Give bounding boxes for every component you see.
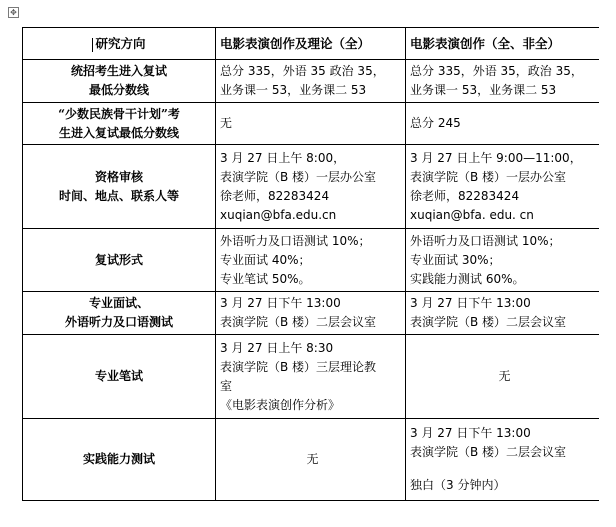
table-header-row (23, 28, 600, 60)
cell-col1 (216, 60, 406, 103)
admission-table (22, 27, 599, 501)
text-cursor (92, 38, 93, 52)
email-text: xuqian@bfa.edu.cn (220, 207, 337, 222)
cell-line: 业务课一 53，业务课二 53 (220, 83, 367, 97)
cell-col2: 无 (406, 335, 600, 419)
cell-line: 《电影表演创作分析》 (220, 397, 341, 412)
row-label (23, 103, 216, 145)
row-label-line: 生进入复试最低分数线 (58, 125, 179, 140)
cell-line: 业务课一 53，业务课二 53 (410, 83, 557, 97)
cell-line: 3 月 27 日上午 8:30 (220, 340, 334, 355)
cell-line: 专业笔试 50%。 (220, 271, 311, 286)
cell-col2 (406, 60, 600, 103)
cell-line: 3 月 27 日上午 9:00—11:00， (410, 150, 582, 165)
header-cell-direction (23, 28, 216, 60)
cell-col2 (406, 292, 600, 335)
cell-col1: 无 (216, 419, 406, 501)
cell-line: 室 (220, 378, 233, 393)
cell-line: 表演学院（B 楼）一层办公室 (410, 169, 567, 184)
table-row (23, 335, 600, 419)
row-label-line: 资格审核 (94, 169, 143, 184)
cell-line: 总分 335，外语 35 政治 35， (220, 64, 385, 78)
row-label: 专业笔试 (23, 335, 216, 419)
cell-col1 (216, 145, 406, 229)
row-label-line: 最低分数线 (88, 83, 149, 97)
row-label: 复试形式 (23, 229, 216, 292)
email-text: xuqian@bfa. edu. cn (410, 207, 534, 222)
table-row (23, 419, 600, 501)
table-row (23, 60, 600, 103)
cell-line: 外语听力及口语测试 10%； (410, 233, 561, 248)
cell-col1 (216, 229, 406, 292)
table-row (23, 229, 600, 292)
table-row (23, 103, 600, 145)
row-label-line: 专业面试、 (88, 296, 149, 310)
table-row (23, 292, 600, 335)
row-label-line: 时间、地点、联系人等 (58, 188, 179, 203)
cell-line: 3 月 27 日下午 13:00 (220, 296, 341, 310)
cell-col1 (216, 292, 406, 335)
table-move-handle-icon[interactable]: ✥ (8, 7, 19, 18)
row-label (23, 292, 216, 335)
cell-line: 表演学院（B 楼）二层会议室 (410, 445, 567, 459)
cell-line: 专业面试 40%； (220, 252, 311, 267)
cell-line: 专业面试 30%； (410, 252, 501, 267)
row-label: 实践能力测试 (23, 419, 216, 501)
header-cell-col1: 电影表演创作及理论（全） (216, 28, 406, 60)
cell-line: 徐老师，82283424 (220, 188, 330, 203)
cell-line: 表演学院（B 楼）三层理论教 (220, 359, 377, 374)
cell-line: 表演学院（B 楼）二层会议室 (220, 315, 377, 329)
cell-line: 3 月 27 日下午 13:00 (410, 426, 531, 440)
row-label-line: “少数民族骨干计划”考 (58, 106, 180, 121)
cell-line: 总分 335，外语 35，政治 35， (410, 64, 583, 78)
row-label (23, 145, 216, 229)
row-label-line: 外语听力及口语测试 (64, 315, 173, 329)
cell-line: 表演学院（B 楼）二层会议室 (410, 315, 567, 329)
cell-line: 3 月 27 日下午 13:00 (410, 296, 531, 310)
cell-line: 表演学院（B 楼）一层办公室 (220, 169, 377, 184)
cell-col2 (406, 145, 600, 229)
cell-col1: 无 (216, 103, 406, 145)
cell-col2 (406, 419, 600, 501)
blank-line (410, 462, 599, 476)
row-label (23, 60, 216, 103)
header-cell-col2: 电影表演创作（全、非全） (406, 28, 600, 60)
cell-line: 3 月 27 日上午 8:00， (220, 150, 346, 165)
cell-line: 外语听力及口语测试 10%； (220, 233, 371, 248)
cell-col2: 总分 245 (406, 103, 600, 145)
cell-line: 徐老师，82283424 (410, 188, 520, 203)
row-label-line: 统招考生进入复试 (70, 64, 167, 78)
cell-line: 独白（3 分钟内） (410, 478, 506, 492)
header-label: 研究方向 (95, 36, 146, 51)
cell-col2 (406, 229, 600, 292)
table-row (23, 145, 600, 229)
cell-line: 实践能力测试 60%。 (410, 271, 525, 286)
cell-col1 (216, 335, 406, 419)
